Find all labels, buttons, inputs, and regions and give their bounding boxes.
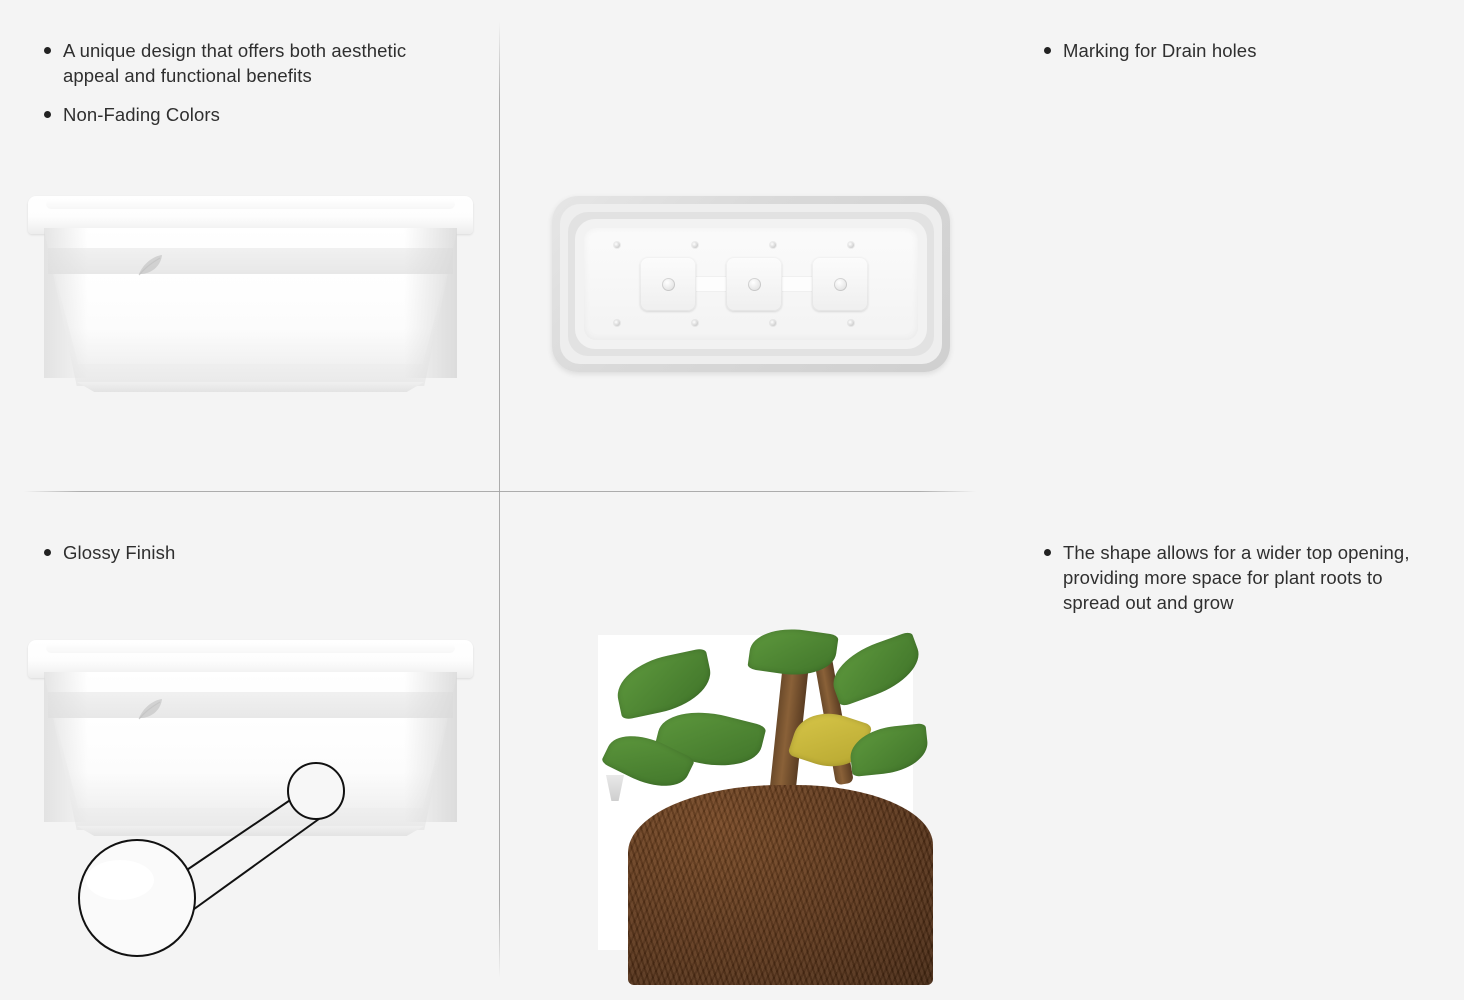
list-item [44, 540, 464, 565]
bullet-text: Non-Fading Colors [63, 104, 220, 125]
planter-left-shading [44, 228, 89, 378]
bullet-list-top-left [44, 38, 464, 141]
mold-mark-icon [770, 320, 776, 326]
planter-bottom-view-image [552, 196, 950, 372]
root-texture [628, 785, 933, 985]
planter-foot [77, 382, 424, 392]
quadrant-top-right [500, 0, 1257, 500]
horizontal-divider [24, 491, 976, 492]
drain-hole-icon [812, 257, 868, 311]
bullet-text: The shape allows for a wider top opening, providing more space for plant roots to spread out and grow [1063, 542, 1410, 613]
bullet-dot-icon [1044, 549, 1051, 556]
drain-hole-icon [640, 257, 696, 311]
drain-hole-icon [726, 257, 782, 311]
mold-mark-icon [848, 320, 854, 326]
bottom-view-inner-panel [584, 228, 918, 340]
mold-mark-icon [614, 242, 620, 248]
bullet-text: Marking for Drain holes [1063, 40, 1257, 61]
vertical-divider [499, 22, 500, 978]
bullet-dot-icon [44, 111, 51, 118]
planter-lower-face [55, 718, 447, 808]
quadrant-bottom-left [0, 500, 500, 1000]
mold-mark-icon [614, 320, 620, 326]
root-ball-soil [628, 785, 933, 985]
bullet-dot-icon [44, 47, 51, 54]
list-item [44, 38, 464, 88]
list-item [44, 102, 464, 127]
mold-mark-icon [770, 242, 776, 248]
planter-right-shading [404, 672, 457, 822]
planter-lower-face [55, 274, 447, 364]
planter-front-view-image [28, 196, 473, 386]
planter-band [48, 692, 453, 718]
planter-foot [77, 826, 424, 836]
bullet-text: Glossy Finish [63, 542, 176, 563]
list-item [1044, 540, 1414, 615]
mold-mark-icon [848, 242, 854, 248]
planter-left-shading [44, 672, 89, 822]
bullet-list-top-right [1044, 38, 1464, 77]
bullet-dot-icon [1044, 47, 1051, 54]
planter-glossy-view-image [28, 640, 473, 830]
quadrant-top-left [0, 0, 500, 500]
mold-mark-icon [692, 242, 698, 248]
bullet-list-bottom-right [1044, 540, 1414, 629]
leaf-logo-icon [135, 252, 165, 278]
mold-mark-icon [692, 320, 698, 326]
leaf-logo-icon [135, 696, 165, 722]
planter-right-shading [404, 228, 457, 378]
bullet-dot-icon [44, 549, 51, 556]
list-item [1044, 38, 1464, 63]
plant-root-ball-photo [598, 635, 913, 950]
bullet-text: A unique design that offers both aesthetic appeal and functional benefits [63, 40, 407, 86]
planter-band [48, 248, 453, 274]
bullet-list-bottom-left [44, 540, 464, 579]
